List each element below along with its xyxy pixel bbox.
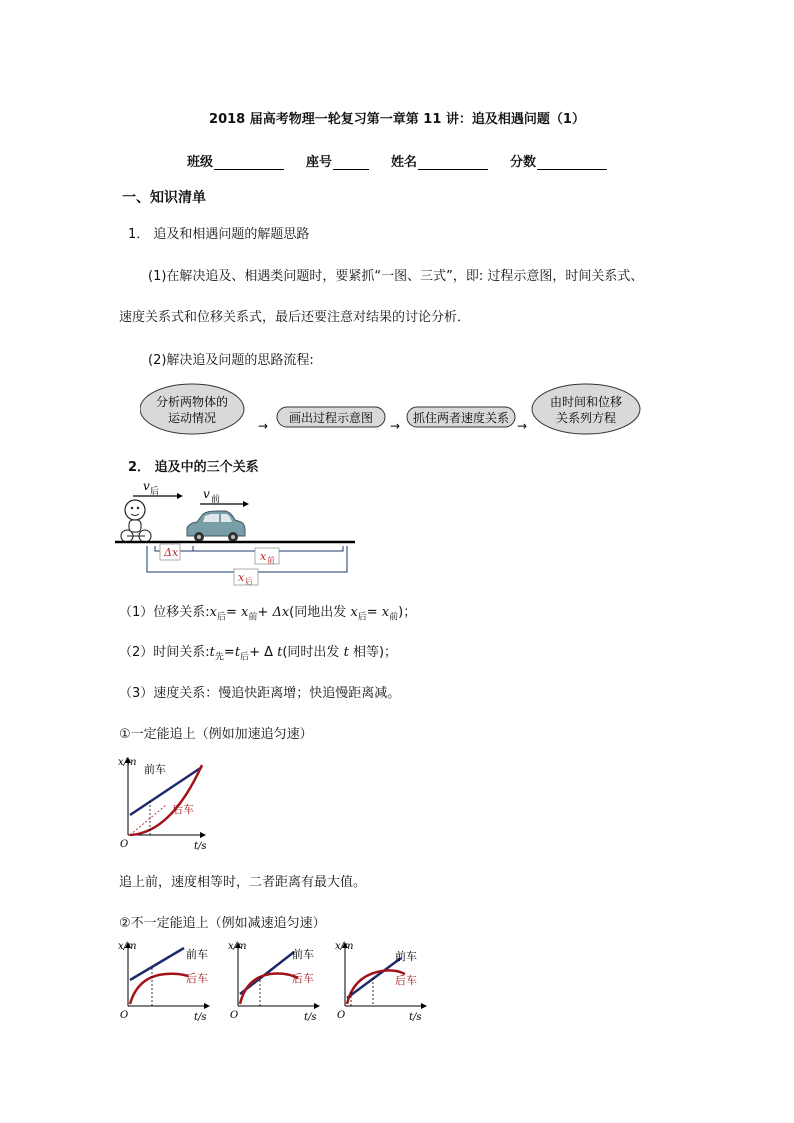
relation-velocity: （3）速度关系：慢追快距离增；快追慢距离减。 [119, 686, 401, 701]
case2-1-xlabel: t/s [194, 1012, 207, 1022]
case1-xlabel: t/s [194, 841, 207, 851]
student-info-fields [0, 151, 794, 170]
case1-title: ①一定能追上（例如加速追匀速） [119, 727, 313, 742]
x-front-label: x [260, 550, 267, 563]
flow-diagram [140, 382, 660, 462]
flow-step-2-label: 画出过程示意图 [288, 411, 374, 425]
x-front-sub: 前 [267, 556, 275, 565]
item1-paragraph-1: (1)在解决追及、相遇类问题时，要紧抓“一图、三式”，即: 过程示意图，时间关系式、 [148, 269, 644, 284]
score-label: 分数 [510, 155, 537, 170]
flow-arrow-2: → [390, 419, 401, 433]
case2-2-back-label: 后车 [292, 972, 314, 985]
cyclist-icon [121, 500, 151, 542]
case2-2-origin: O [230, 1010, 239, 1021]
case2-2-xlabel: t/s [304, 1012, 317, 1022]
case2-1-ylabel: x/m [118, 941, 137, 952]
seat-field[interactable] [306, 151, 369, 170]
car-icon [187, 511, 245, 542]
flow-step-3 [407, 407, 515, 427]
flow-arrow-1: → [258, 419, 269, 433]
flow-step-2 [277, 407, 385, 427]
item1-paragraph-1-cont: 速度关系式和位移关系式，最后还要注意对结果的讨论分析． [119, 310, 471, 325]
seat-blank[interactable] [333, 155, 369, 170]
case2-1-back-label: 后车 [186, 972, 208, 985]
case1-note: 追上前，速度相等时，二者距离有最大值。 [119, 875, 367, 890]
v-front-sub: 前 [211, 495, 221, 505]
case1-origin: O [120, 839, 129, 850]
x-back-label: x [238, 571, 245, 584]
case2-3-xlabel: t/s [409, 1012, 422, 1022]
case1-ylabel: x/m [118, 757, 137, 768]
name-field[interactable] [391, 151, 488, 170]
flow-step-4-line1: 由时间和位移 [549, 395, 623, 409]
flow-step-1-line1: 分析两物体的 [155, 395, 229, 409]
flow-step-3-label: 抓住两者速度关系 [412, 411, 510, 425]
flow-step-4 [532, 384, 640, 434]
case2-2-front-label: 前车 [292, 948, 314, 961]
section-heading: 一、知识清单 [122, 190, 206, 206]
case1-back-label: 后车 [172, 803, 194, 816]
x-back-sub: 后 [245, 577, 253, 586]
flow-step-4-line2: 关系列方程 [555, 411, 617, 425]
score-field[interactable] [510, 151, 607, 170]
case2-3-front-label: 前车 [395, 950, 417, 963]
item1-heading: 1． 追及和相遇问题的解题思路 [128, 227, 310, 242]
case2-1-origin: O [120, 1010, 129, 1021]
name-blank[interactable] [418, 155, 488, 170]
seat-label: 座号 [305, 155, 332, 170]
class-label: 班级 [186, 155, 213, 170]
score-blank[interactable] [537, 155, 607, 170]
class-blank[interactable] [214, 155, 284, 170]
v-front-label: v [203, 487, 210, 501]
case1-graph [116, 755, 208, 851]
name-label: 姓名 [391, 155, 418, 170]
relation-displacement: （1）位移关系$:x_后= x_前+ \Delta x$(同地出发 $x_后= x_前$)； [119, 605, 417, 623]
flow-step-1 [140, 384, 244, 434]
v-back-label: v [143, 479, 150, 493]
case2-3-ylabel: x/m [335, 941, 354, 952]
chase-diagram [115, 478, 360, 588]
case1-front-label: 前车 [144, 763, 166, 776]
case2-graph-3 [333, 938, 429, 1022]
flow-step-1-line2: 运动情况 [167, 411, 217, 425]
relation-time: （2）时间关系$:t_先=t_后+ \Delta$ t(同时出发 t 相等)； [119, 645, 398, 663]
case2-1-front-label: 前车 [186, 948, 208, 961]
case2-3-origin: O [337, 1010, 346, 1021]
page-title: 2018 届高考物理一轮复习第一章第 11 讲：追及相遇问题（1） [209, 112, 585, 127]
case2-3-back-label: 后车 [395, 974, 417, 987]
case2-2-ylabel: x/m [228, 941, 247, 952]
case2-graph-1 [116, 938, 212, 1022]
item2-heading: 2． 追及中的三个关系 [128, 460, 259, 475]
item1-paragraph-2: (2)解决追及问题的思路流程: [148, 353, 314, 368]
flow-arrow-3: → [517, 419, 528, 433]
delta-x-label: Δx [164, 546, 179, 559]
v-back-sub: 后 [150, 487, 160, 497]
class-field[interactable] [187, 151, 284, 170]
case2-graph-2 [226, 938, 322, 1022]
case2-title: ②不一定能追上（例如减速追匀速） [119, 916, 326, 931]
